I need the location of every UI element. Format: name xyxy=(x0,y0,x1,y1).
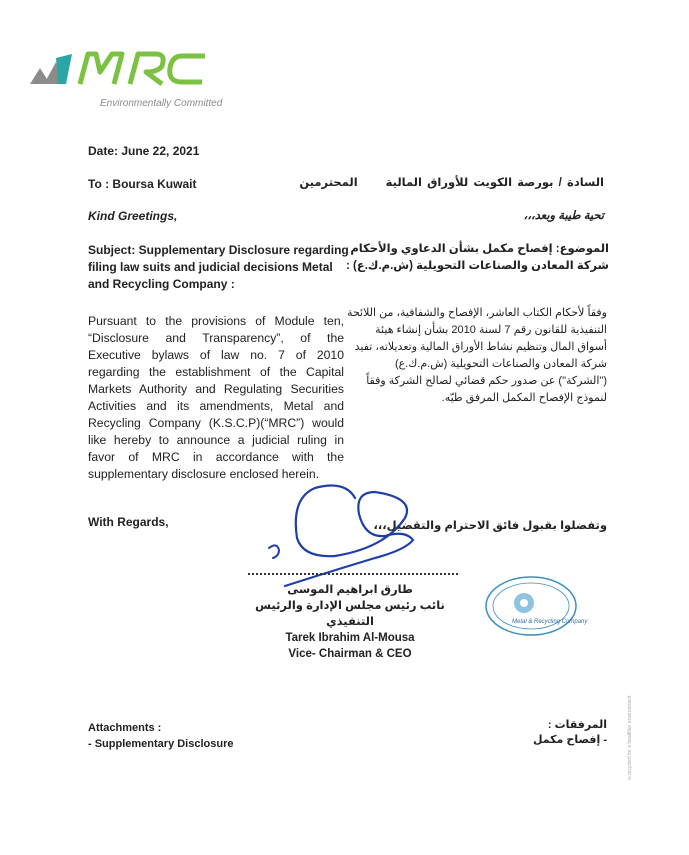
logo-tagline: Environmentally Committed xyxy=(100,98,223,109)
recipient-ar-title: المحترمين xyxy=(299,177,358,189)
greeting-en: Kind Greetings, xyxy=(88,209,178,223)
attachments-label-ar: المرفقات : xyxy=(547,719,607,731)
letter-date: Date: June 22, 2021 xyxy=(88,144,200,158)
subject-en: Subject: Supplementary Disclosure regarding filing law suits and judicial decisions Metal and Recycling Company : xyxy=(88,243,349,291)
recipient-ar-name: السادة / بورصة الكويت للأوراق المالية xyxy=(385,177,604,189)
body-text-ar: وفقاً لأحكام الكتاب العاشر، الإفصاح والشفافية، من اللائحة التنفيذية للقانون رقم 7 لسنة 2010 بشأن إنشاء هيئة أسواق المال وتنظيم نشاط الأوراق المالية وتعديلاته، تفيد شركة المعادن والصناعات التحويلية (ش.م.ك.ع) ("الشركة") عن صدور حكم قضائي لصالح الشركة وفقاً لنموذج الإفصاح المكمل المرفق طيّه. xyxy=(347,307,607,404)
signature-line xyxy=(248,573,458,575)
signatory-title-ar: نائب رئيس مجلس الإدارة والرئيس التنفيذي xyxy=(255,600,445,628)
side-note: is recycled for a healthier environment xyxy=(627,695,633,780)
body-text-en: Pursuant to the provisions of Module ten, “Disclosure and Transparency”, of the Executive bylaws of law no. 7 of 2010 regarding the establishment of the Capital Markets Authority and Regulating Securities Activities and its amendments, Metal and Recycling Company (K.S.C.P)(“MRC”) would like hereby to announce a judicial ruling in favor of MRC in accordance with the supplementary disclosure enclosed herein. xyxy=(88,314,344,481)
recipient-en: To : Boursa Kuwait xyxy=(88,177,197,191)
signatory-name-ar: طارق ابراهيم الموسى xyxy=(287,584,413,596)
stamp-text: Metal & Recycling Company xyxy=(512,619,588,625)
mrc-logo xyxy=(30,48,230,88)
signatory-name-en: Tarek Ibrahim Al-Mousa xyxy=(285,632,415,644)
greeting-ar: تحية طيبة وبعد،،، xyxy=(523,210,604,222)
company-stamp xyxy=(484,575,588,637)
closing-ar: وتفضلوا بقبول فائق الاحترام والتقضيل،،، xyxy=(373,520,607,532)
signatory-title-en: Vice- Chairman & CEO xyxy=(288,648,412,660)
attachment-item-ar: - إفصاح مكمل xyxy=(532,734,607,746)
attachments-label-en: Attachments : xyxy=(88,722,162,734)
recipient-ar xyxy=(299,175,604,189)
subject-ar: الموضوع: إفصاح مكمل بشأن الدعاوي والأحكام شركة المعادن والصناعات التحويلية (ش.م.ك.ع) : xyxy=(346,243,609,272)
closing-en: With Regards, xyxy=(88,515,169,529)
handwritten-signature xyxy=(255,478,435,588)
signatory-block xyxy=(230,582,470,662)
attachment-item-en: - Supplementary Disclosure xyxy=(88,738,234,750)
